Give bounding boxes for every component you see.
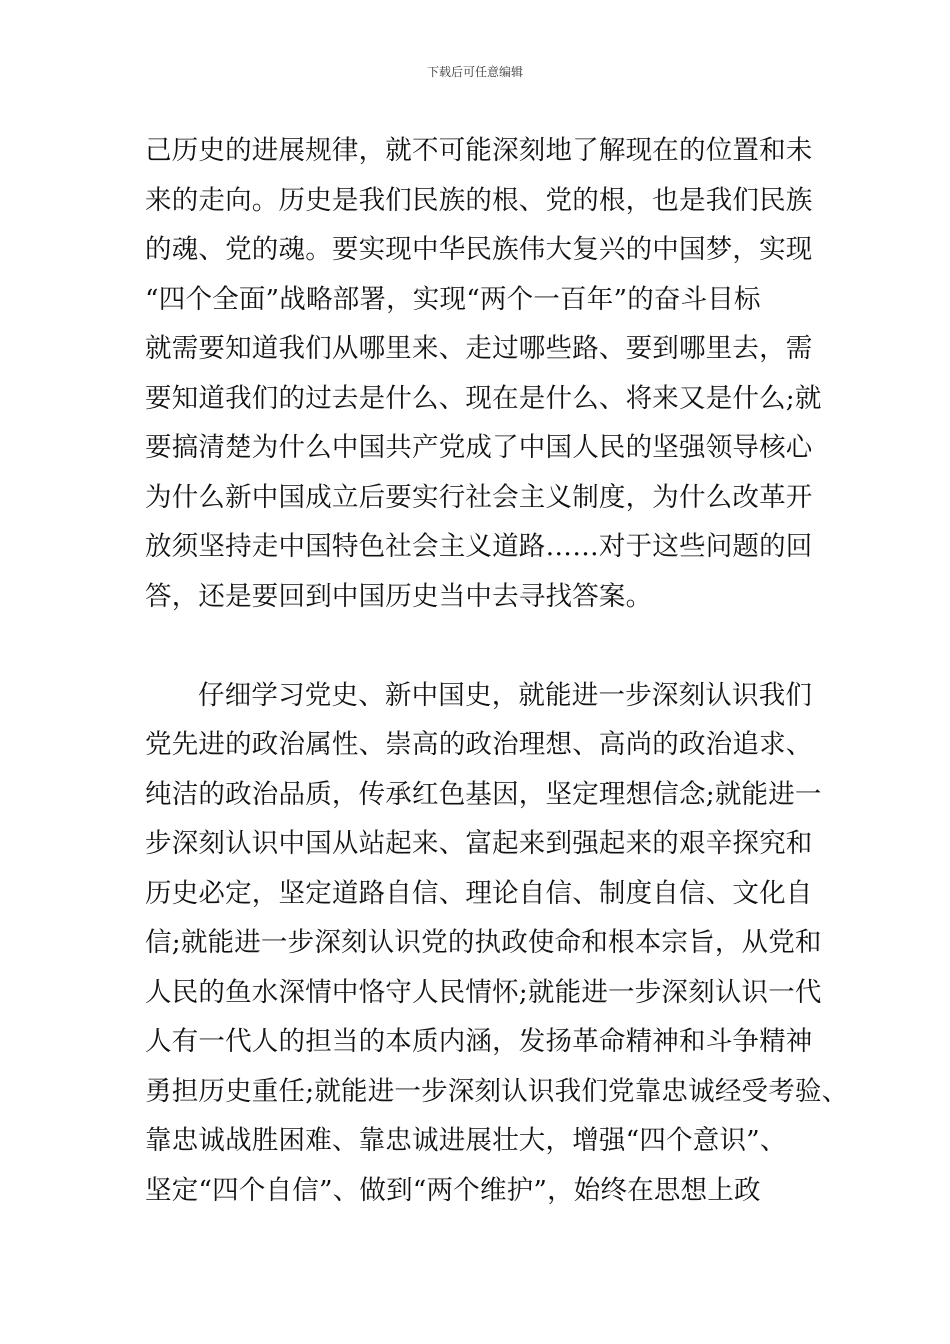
text-line: 步深刻认识中国从站起来、富起来到强起来的艰辛探究和 — [145, 828, 813, 859]
text-line: 纯洁的政治品质，传承红色基因，坚定理想信念;就能进一 — [145, 778, 822, 810]
paragraph-1 — [145, 126, 835, 621]
text-line: 就需要知道我们从哪里来、走过哪些路、要到哪里去，需 — [145, 333, 813, 364]
text-line: 勇担历史重任;就能进一步深刻认识我们党靠忠诚经受考验、 — [145, 1075, 849, 1107]
text-line: 党先进的政治属性、崇高的政治理想、高尚的政治追求、 — [145, 729, 813, 760]
text-line: 信;就能进一步深刻认识党的执政使命和根本宗旨，从党和 — [145, 927, 822, 958]
text-line: 人民的鱼水深情中恪守人民情怀;就能进一步深刻认识一代 — [145, 976, 822, 1008]
text-line: 要搞清楚为什么中国共产党成了中国人民的坚强领导核心 — [145, 432, 813, 463]
text-line-indented: 仔细学习党史、新中国史，就能进一步深刻认识我们 — [198, 679, 813, 711]
text-line: 己历史的进展规律，就不可能深刻地了解现在的位置和未 — [145, 135, 813, 166]
text-line: 放须坚持走中国特色社会主义道路……对于这些问题的回 — [145, 531, 813, 562]
paragraph-2 — [145, 671, 849, 1216]
text-line: 坚定“四个自信”、做到“两个维护”，始终在思想上政 — [145, 1174, 761, 1206]
text-line: 靠忠诚战胜困难、靠忠诚进展壮大，增强“四个意识”、 — [145, 1125, 787, 1156]
text-line: 人有一代人的担当的本质内涵，发扬革命精神和斗争精神 — [145, 1026, 813, 1057]
paragraph-spacer — [145, 621, 835, 671]
text-line: “四个全面”战略部署，实现“两个一百年”的奋斗目标 — [145, 283, 761, 315]
text-line: 为什么新中国成立后要实行社会主义制度，为什么改革开 — [145, 481, 813, 513]
text-line: 来的走向。历史是我们民族的根、党的根，也是我们民族 — [145, 184, 813, 216]
text-line: 的魂、党的魂。要实现中华民族伟大复兴的中国梦，实现 — [145, 234, 813, 265]
page-header: 下载后可任意编辑 — [426, 65, 523, 79]
text-line: 要知道我们的过去是什么、现在是什么、将来又是什么;就 — [145, 382, 822, 414]
text-line: 历史必定，坚定道路自信、理论自信、制度自信、文化自 — [145, 877, 813, 909]
text-line: 答，还是要回到中国历史当中去寻找答案。 — [145, 580, 653, 612]
document-body — [145, 126, 849, 1215]
